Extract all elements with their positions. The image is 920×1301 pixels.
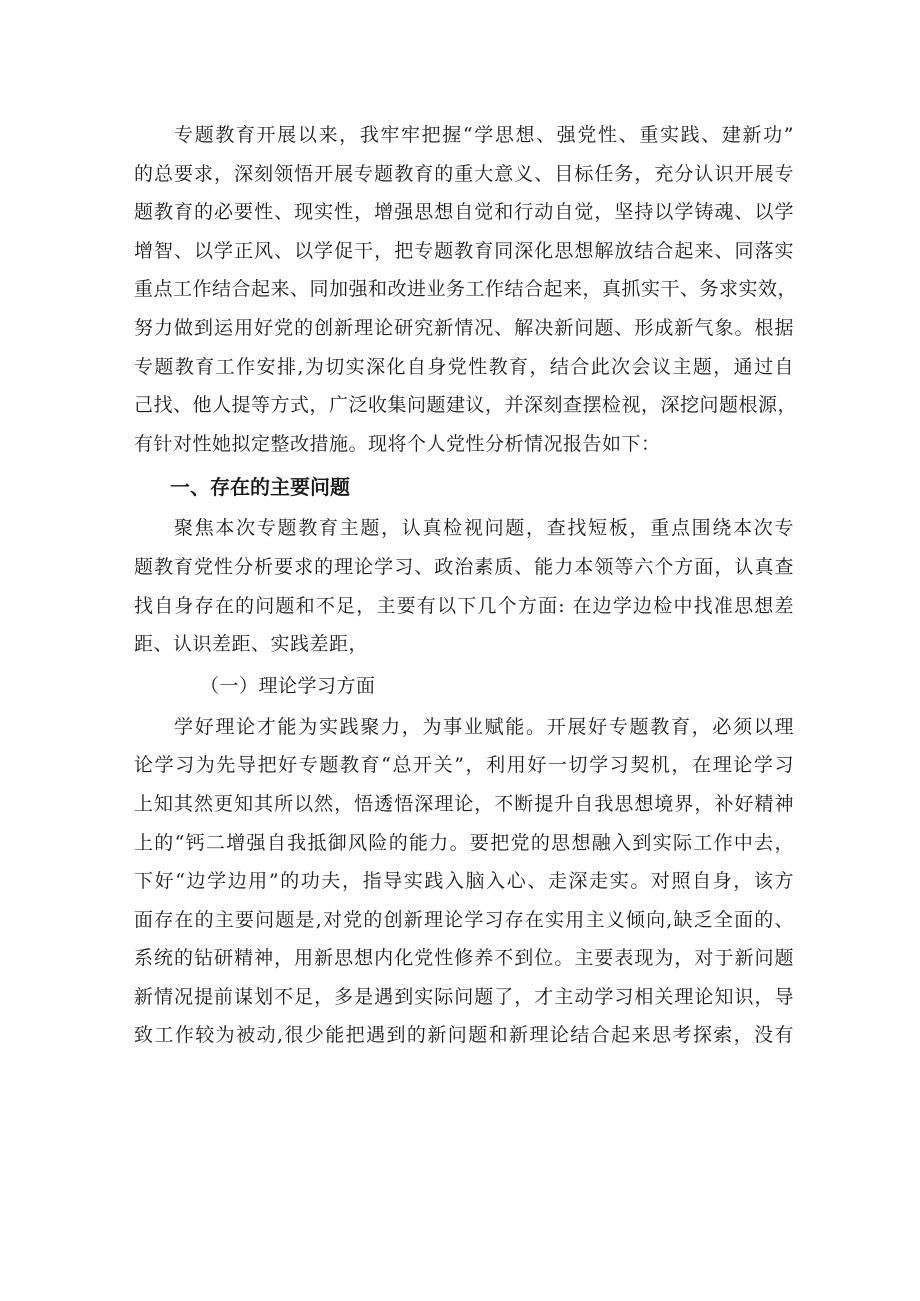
- paragraph-line: 聚焦本次专题教育主题，认真检视问题，查找短板，重点围绕本次专: [174, 517, 794, 540]
- intro-paragraph: [134, 116, 798, 463]
- section1-paragraph: [134, 509, 794, 663]
- section-heading: 一、存在的主要问题: [170, 475, 350, 500]
- paragraph-line: 上的“钙二增强自我抵御风险的能力。要把党的思想融入到实际工作中去，: [134, 831, 794, 854]
- paragraph-line: 距、认识差距、实践差距，: [134, 633, 369, 656]
- paragraph-line: 面存在的主要问题是,对党的创新理论学习存在实用主义倾向,缺乏全面的、: [134, 908, 794, 931]
- paragraph-line: 增智、以学正风、以学促干，把专题教育同深化思想解放结合起来、同落实: [134, 239, 794, 262]
- paragraph-line: 重点工作结合起来、同加强和改进业务工作结合起来，真抓实干、务求实效，: [134, 278, 798, 301]
- paragraph-line: 系统的钻研精神，用新思想内化党性修养不到位。主要表现为，对于新问题: [134, 947, 794, 970]
- paragraph-line: 找自身存在的问题和不足，主要有以下几个方面: 在边学边检中找准思想差: [134, 594, 794, 617]
- paragraph-line: 的总要求，深刻领悟开展专题教育的重大意义、目标任务，充分认识开展专: [134, 162, 794, 185]
- paragraph-line: 己找、他人提等方式，广泛收集问题建议，并深刻查摆检视，深挖问题根源，: [134, 394, 798, 417]
- paragraph-line: 下好“边学边用”的功夫，指导实践入脑入心、走深走实。对照自身，该方: [134, 870, 794, 893]
- paragraph-line: 题教育党性分析要求的理论学习、政治素质、能力本领等六个方面，认真查: [134, 555, 794, 578]
- document-body: [134, 116, 798, 1055]
- paragraph-line: 专题教育开展以来，我牢牢把握“学思想、强党性、重实践、建新功”: [174, 124, 794, 146]
- paragraph-line: 专题教育工作安排,为切实深化自身党性教育，结合此次会议主题，通过自: [134, 355, 794, 378]
- paragraph-line: 论学习为先导把好专题教育“总开关”，利用好一切学习契机，在理论学习: [134, 754, 794, 777]
- paragraph-line: 题教育的必要性、现实性，增强思想自觉和行动自觉，坚持以学铸魂、以学: [134, 201, 794, 224]
- subsection-heading: （一）理论学习方面: [200, 674, 376, 697]
- paragraph-line: 致工作较为被动,很少能把遇到的新问题和新理论结合起来思考探索，没有: [134, 1024, 794, 1047]
- paragraph-line: 新情况提前谋划不足，多是遇到实际问题了，才主动学习相关理论知识，导: [134, 985, 794, 1008]
- paragraph-line: 努力做到运用好党的创新理论研究新情况、解决新问题、形成新气象。根据: [134, 316, 794, 339]
- paragraph-line: 上知其然更知其所以然，悟透悟深理论，不断提升自我思想境界，补好精神: [134, 792, 794, 815]
- paragraph-line: 有针对性她拟定整改措施。现将个人党性分析情况报告如下：: [134, 432, 661, 455]
- subsection1-paragraph: [134, 708, 794, 1055]
- paragraph-line: 学好理论才能为实践聚力，为事业赋能。开展好专题教育，必须以理: [174, 715, 794, 738]
